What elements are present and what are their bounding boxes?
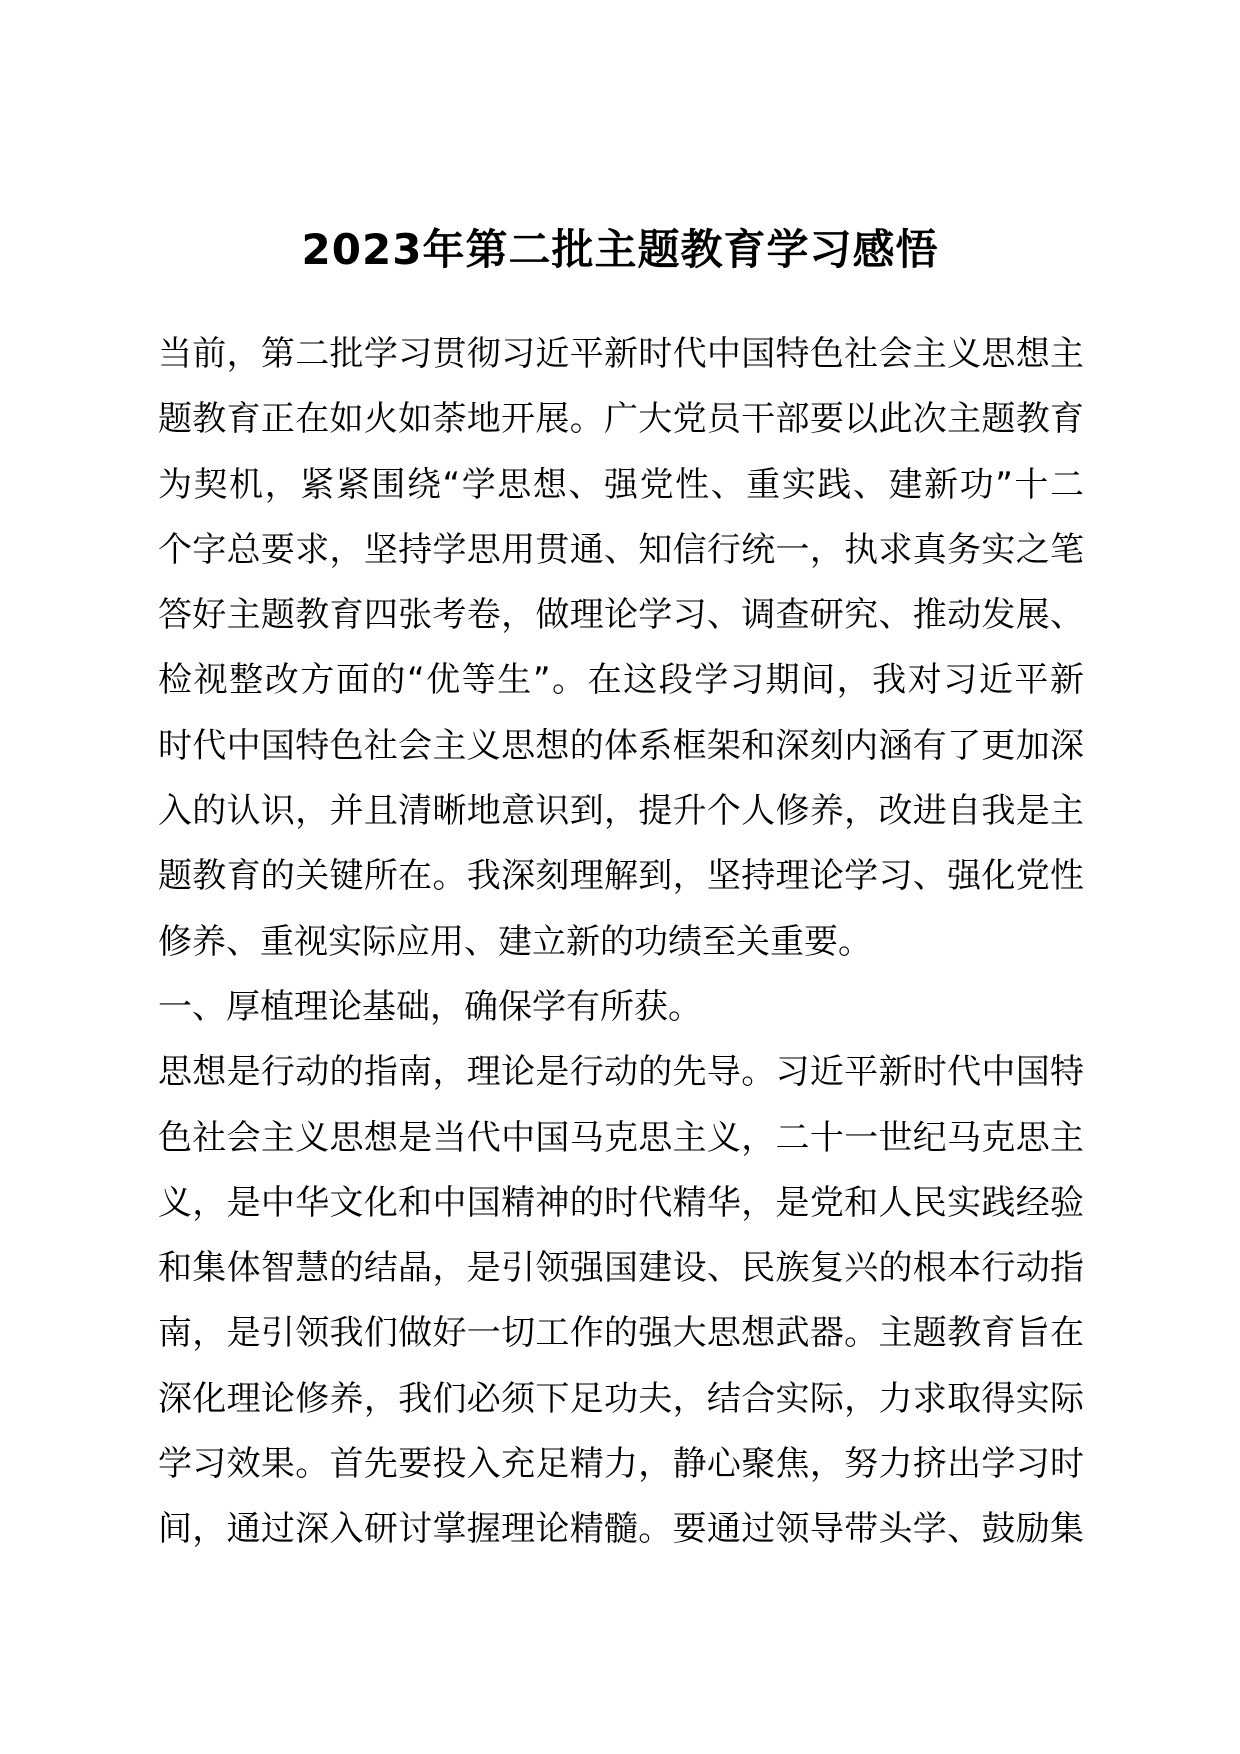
body-line: 南，是引领我们做好一切工作的强大思想武器。主题教育旨在 [158,1313,1084,1354]
body-line: 题教育的关键所在。我深刻理解到，坚持理论学习、强化党性 [158,856,1084,897]
body-line: 为契机，紧紧围绕“学思想、强党性、重实践、建新功”十二 [158,464,1084,505]
body-line: 思想是行动的指南，理论是行动的先导。习近平新时代中国特 [158,1052,1084,1093]
body-line: 当前，第二批学习贯彻习近平新时代中国特色社会主义思想主 [158,334,1084,374]
body-line: 题教育正在如火如荼地开展。广大党员干部要以此次主题教育 [158,399,1084,440]
section-heading: 一、厚植理论基础，确保学有所获。 [158,986,702,1027]
body-line: 色社会主义思想是当代中国马克思主义，二十一世纪马克思主 [158,1117,1084,1158]
body-line: 个字总要求，坚持学思用贯通、知信行统一，执求真务实之笔 [158,529,1084,570]
body-line: 学习效果。首先要投入充足精力，静心聚焦，努力挤出学习时 [158,1444,1084,1485]
body-line: 间，通过深入研讨掌握理论精髓。要通过领导带头学、鼓励集 [158,1509,1084,1550]
document-body [158,322,1084,1563]
body-line: 答好主题教育四张考卷，做理论学习、调查研究、推动发展、 [158,595,1084,636]
body-line: 入的认识，并且清晰地意识到，提升个人修养，改进自我是主 [158,791,1084,832]
body-line: 义，是中华文化和中国精神的时代精华，是党和人民实践经验 [158,1182,1084,1223]
body-line: 深化理论修养，我们必须下足功夫，结合实际，力求取得实际 [158,1378,1084,1419]
document-title: 2023年第二批主题教育学习感悟 [301,225,939,274]
body-line: 和集体智慧的结晶，是引领强国建设、民族复兴的根本行动指 [158,1248,1084,1289]
body-line: 检视整改方面的“优等生”。在这段学习期间，我对习近平新 [158,660,1084,701]
body-line: 修养、重视实际应用、建立新的功绩至关重要。 [158,921,872,962]
body-line: 时代中国特色社会主义思想的体系框架和深刻内涵有了更加深 [158,725,1084,766]
